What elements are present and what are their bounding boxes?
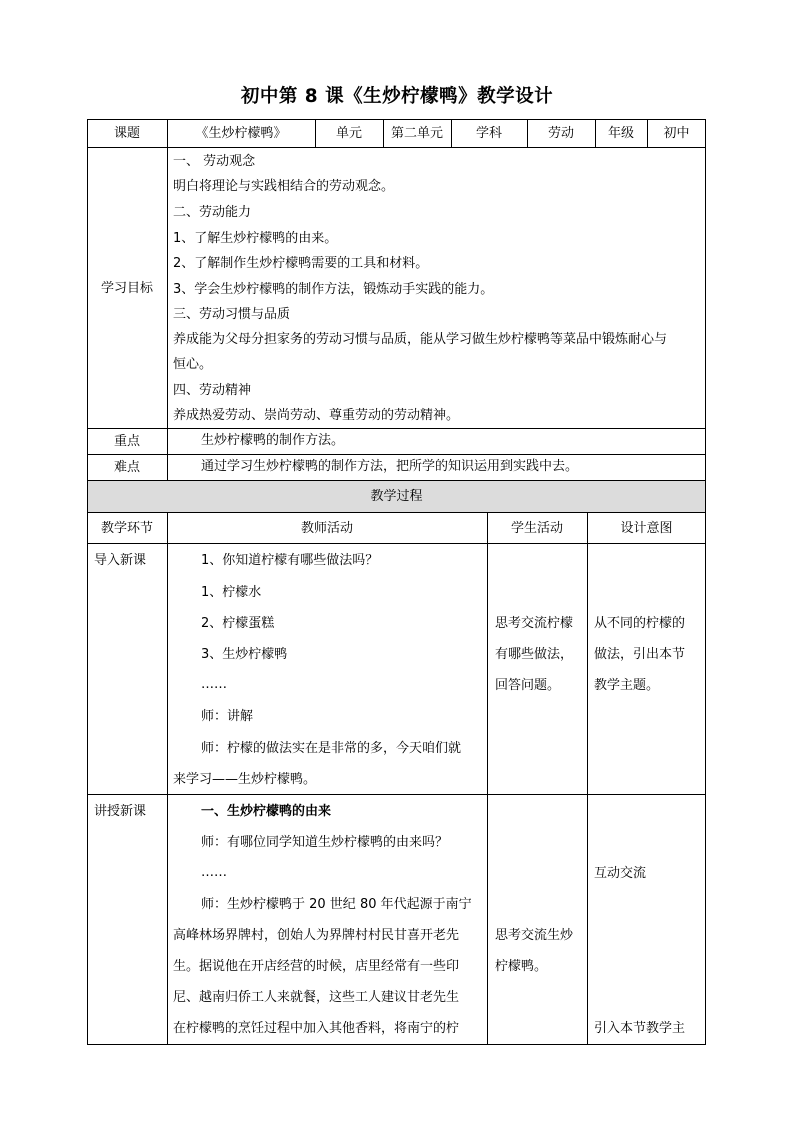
- grade-value: 初中: [663, 126, 690, 141]
- objective-line: 养成热爱劳动、崇尚劳动、尊重劳动的劳动精神。: [173, 408, 460, 423]
- lecture-teacher-line: 在柠檬鸭的烹饪过程中加入其他香料，将南宁的柠: [173, 1021, 460, 1036]
- lecture-teacher-line: 一、生炒柠檬鸭的由来: [201, 804, 332, 819]
- intro-student-line: 回答问题。: [495, 678, 561, 693]
- lecture-teacher-line: 师：有哪位同学知道生炒柠檬鸭的由来吗？: [201, 835, 449, 850]
- objective-line: 明白将理论与实践相结合的劳动观念。: [173, 179, 395, 194]
- intro-student-line: 思考交流柠檬: [495, 616, 574, 631]
- subject-value: 劳动: [547, 126, 574, 141]
- lecture-intent-line: 引入本节教学主: [594, 1021, 686, 1036]
- grade-label: 年级: [607, 126, 634, 141]
- objectives-label: 学习目标: [100, 281, 153, 296]
- page-title: 初中第 8 课《生炒柠檬鸭》教学设计: [240, 86, 554, 107]
- objective-line: 一、 劳动观念: [173, 154, 256, 169]
- lesson-plan-table: [87, 119, 706, 1045]
- intent-header: 设计意图: [620, 521, 673, 536]
- intro-teacher-line: 1、柠檬水: [201, 585, 262, 600]
- teacher-header: 教师活动: [300, 521, 353, 536]
- objective-line: 四、劳动精神: [173, 383, 252, 398]
- lesson-value: 《生炒柠檬鸭》: [195, 126, 287, 141]
- intro-teacher-line: 来学习——生炒柠檬鸭。: [173, 772, 317, 787]
- unit-label: 单元: [335, 126, 362, 141]
- intro-intent-line: 从不同的柠檬的: [594, 616, 686, 631]
- lecture-teacher-line: ……: [201, 865, 227, 880]
- lecture-teacher-line: 生。据说他在开店经营的时候，店里经常有一些印: [173, 959, 460, 974]
- subject-label: 学科: [475, 126, 502, 141]
- lecture-student-line: 思考交流生炒: [495, 928, 574, 943]
- intro-intent-line: 教学主题。: [594, 678, 660, 693]
- intro-student-line: 有哪些做法，: [495, 647, 574, 662]
- difficulty-value: 通过学习生炒柠檬鸭的制作方法，把所学的知识运用到实践中去。: [201, 459, 579, 474]
- objective-line: 3、学会生炒柠檬鸭的制作方法，锻炼动手实践的能力。: [173, 282, 494, 297]
- intro-teacher-line: 2、柠檬蛋糕: [201, 616, 275, 631]
- lecture-student-line: 柠檬鸭。: [495, 959, 548, 974]
- objective-line: 养成能为父母分担家务的劳动习惯与品质，能从学习做生炒柠檬鸭等菜品中锻炼耐心与: [173, 332, 668, 347]
- lecture-stage: 讲授新课: [94, 804, 147, 819]
- stage-header: 教学环节: [100, 521, 153, 536]
- intro-intent-line: 做法，引出本节: [594, 647, 686, 662]
- objective-line: 二、劳动能力: [173, 205, 252, 220]
- intro-teacher-line: 师：柠檬的做法实在是非常的多，今天咱们就: [201, 741, 462, 756]
- objective-line: 三、劳动习惯与品质: [173, 307, 291, 322]
- process-title: 教学过程: [370, 489, 423, 504]
- intro-teacher-line: ……: [201, 677, 227, 692]
- key-point-value: 生炒柠檬鸭的制作方法。: [201, 433, 345, 448]
- key-point-label: 重点: [113, 434, 140, 449]
- lecture-intent-line: 互动交流: [594, 866, 647, 881]
- unit-value: 第二单元: [390, 126, 443, 141]
- lecture-teacher-line: 高峰林场界牌村，创始人为界牌村村民甘喜开老先: [173, 928, 460, 943]
- objective-line: 1、了解生炒柠檬鸭的由来。: [173, 231, 338, 246]
- lecture-teacher-line: 师：生炒柠檬鸭于 20 世纪 80 年代起源于南宁: [201, 897, 472, 912]
- lesson-label: 课题: [113, 126, 140, 141]
- intro-teacher-line: 1、你知道柠檬有哪些做法吗？: [201, 553, 379, 568]
- intro-teacher-line: 3、生炒柠檬鸭: [201, 647, 288, 662]
- objective-line: 2、了解制作生炒柠檬鸭需要的工具和材料。: [173, 256, 429, 271]
- student-header: 学生活动: [510, 521, 563, 536]
- objective-line: 恒心。: [173, 357, 213, 372]
- intro-stage: 导入新课: [94, 553, 147, 568]
- intro-teacher-line: 师：讲解: [201, 709, 254, 724]
- difficulty-label: 难点: [113, 460, 140, 475]
- lecture-teacher-line: 尼、越南归侨工人来就餐，这些工人建议甘老先生: [173, 990, 460, 1005]
